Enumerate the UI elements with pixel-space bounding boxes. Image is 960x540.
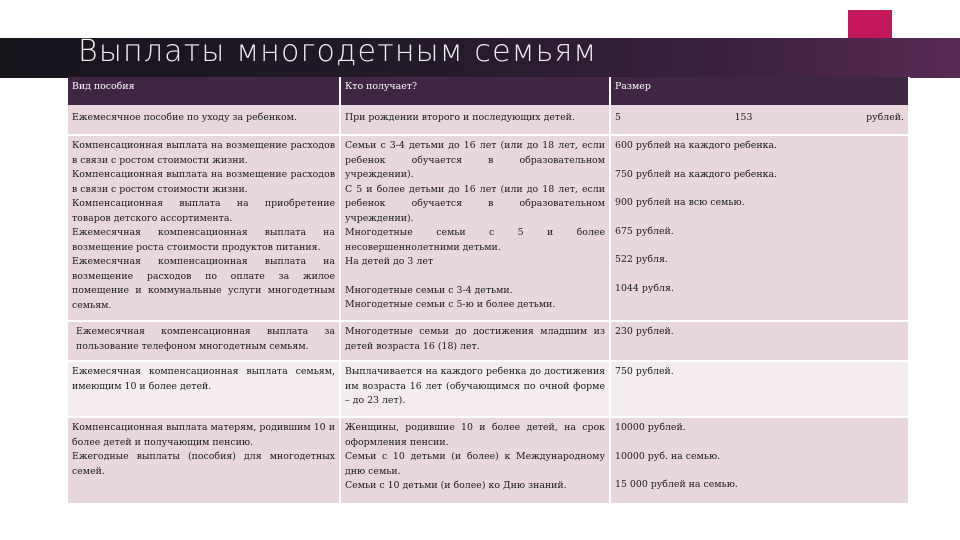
table-row	[68, 361, 909, 417]
row2-size-2: 750 рублей на каждого ребенка.	[615, 168, 778, 180]
row1-kind: Ежемесячное пособие по уходу за ребенком.	[68, 105, 340, 135]
table-row	[68, 135, 909, 321]
row5-size-2: 10000 руб. на семью.	[615, 450, 721, 462]
row3-kind: Ежемесячная компенсационная выплата за пользование телефоном многодетным семьям.	[68, 321, 340, 361]
payments-table	[68, 77, 910, 503]
table-row	[68, 105, 909, 135]
row1-size	[610, 105, 909, 135]
row2-who-2: С 5 и более детьми до 16 лет (или до 18 лет, если ребенок обучается в образовательном учреждении).	[345, 183, 605, 224]
row2-who-3: Многодетные семьи с 5 и более несовершеннолетними детьми.	[345, 227, 605, 253]
row5-who-1: Женщины, родившие 10 и более детей, на срок оформления пенсии.	[345, 422, 605, 448]
row5-size-3: 15 000 рублей на семью.	[615, 479, 738, 490]
row3-size: 230 рублей.	[610, 321, 909, 361]
header-size: Размер	[610, 77, 909, 105]
row1-size-a: 5	[615, 112, 621, 123]
row2-kind-2: Компенсационная выплата на возмещение расходов в связи с ростом стоимости жизни.	[72, 169, 335, 195]
row2-who-6: Многодетные семьи с 5-ю и более детьми.	[345, 299, 556, 310]
row5-size	[610, 417, 909, 503]
row4-kind: Ежемесячная компенсационная выплата семьям, имеющим 10 и более детей.	[68, 361, 340, 417]
table-row	[68, 417, 909, 503]
row2-size-3: 900 рублей на всю семью.	[615, 197, 745, 208]
row1-who: При рождении второго и последующих детей.	[340, 105, 610, 135]
row2-kind	[68, 135, 340, 321]
table-header-row	[68, 77, 909, 105]
row5-kind	[68, 417, 340, 503]
row5-kind-2: Ежегодные выплаты (пособия) для многодетных семей.	[72, 451, 335, 477]
row2-size-5: 522 рубля.	[615, 254, 668, 265]
table-row	[68, 321, 909, 361]
row2-who-1: Семьи с 3-4 детьми до 16 лет (или до 18 лет, если ребенок обучается в образовательном учреждении).	[345, 140, 605, 180]
row2-size-4: 675 рублей.	[615, 225, 674, 237]
row5-kind-1: Компенсационная выплата матерям, родившим 10 и более детей и получающим пенсию.	[72, 422, 335, 448]
row2-kind-3: Компенсационная выплата на приобретение товаров детского ассортимента.	[72, 198, 335, 224]
row5-who-3: Семьи с 10 детьми (и более) ко Дню знаний.	[345, 480, 567, 491]
slide-title: Выплаты многодетным семьям	[78, 34, 598, 69]
row5-who	[340, 417, 610, 503]
row4-size: 750 рублей.	[610, 361, 909, 417]
row1-size-c: рублей.	[866, 112, 904, 123]
row2-size	[610, 135, 909, 321]
row5-who-2: Семьи с 10 детьми (и более) к Международному дню семьи.	[345, 451, 605, 477]
header-kind: Вид пособия	[68, 77, 340, 105]
row2-kind-4: Ежемесячная компенсационная выплата на возмещение роста стоимости продуктов питания.	[72, 227, 335, 253]
row4-who: Выплачивается на каждого ребенка до достижения им возраста 16 лет (обучающимся по очной форме – до 23 лет).	[340, 361, 610, 417]
row2-who-5: Многодетные семьи с 3-4 детьми.	[345, 284, 513, 296]
row1-size-b: 153	[734, 112, 753, 123]
row2-kind-5: Ежемесячная компенсационная выплата на возмещение расходов по оплате за жилое помещение и коммунальные услуги многодетным семьям.	[72, 256, 335, 311]
row2-size-6: 1044 рубля.	[615, 282, 674, 294]
row2-who-4: На детей до 3 лет	[345, 256, 434, 267]
row2-who	[340, 135, 610, 321]
row2-kind-1: Компенсационная выплата на возмещение расходов в связи с ростом стоимости жизни.	[72, 140, 335, 166]
row3-who: Многодетные семьи до достижения младшим из детей возраста 16 (18) лет.	[340, 321, 610, 361]
header-who: Кто получает?	[340, 77, 610, 105]
row2-size-1: 600 рублей на каждого ребенка.	[615, 140, 778, 151]
row5-size-1: 10000 рублей.	[615, 422, 686, 433]
